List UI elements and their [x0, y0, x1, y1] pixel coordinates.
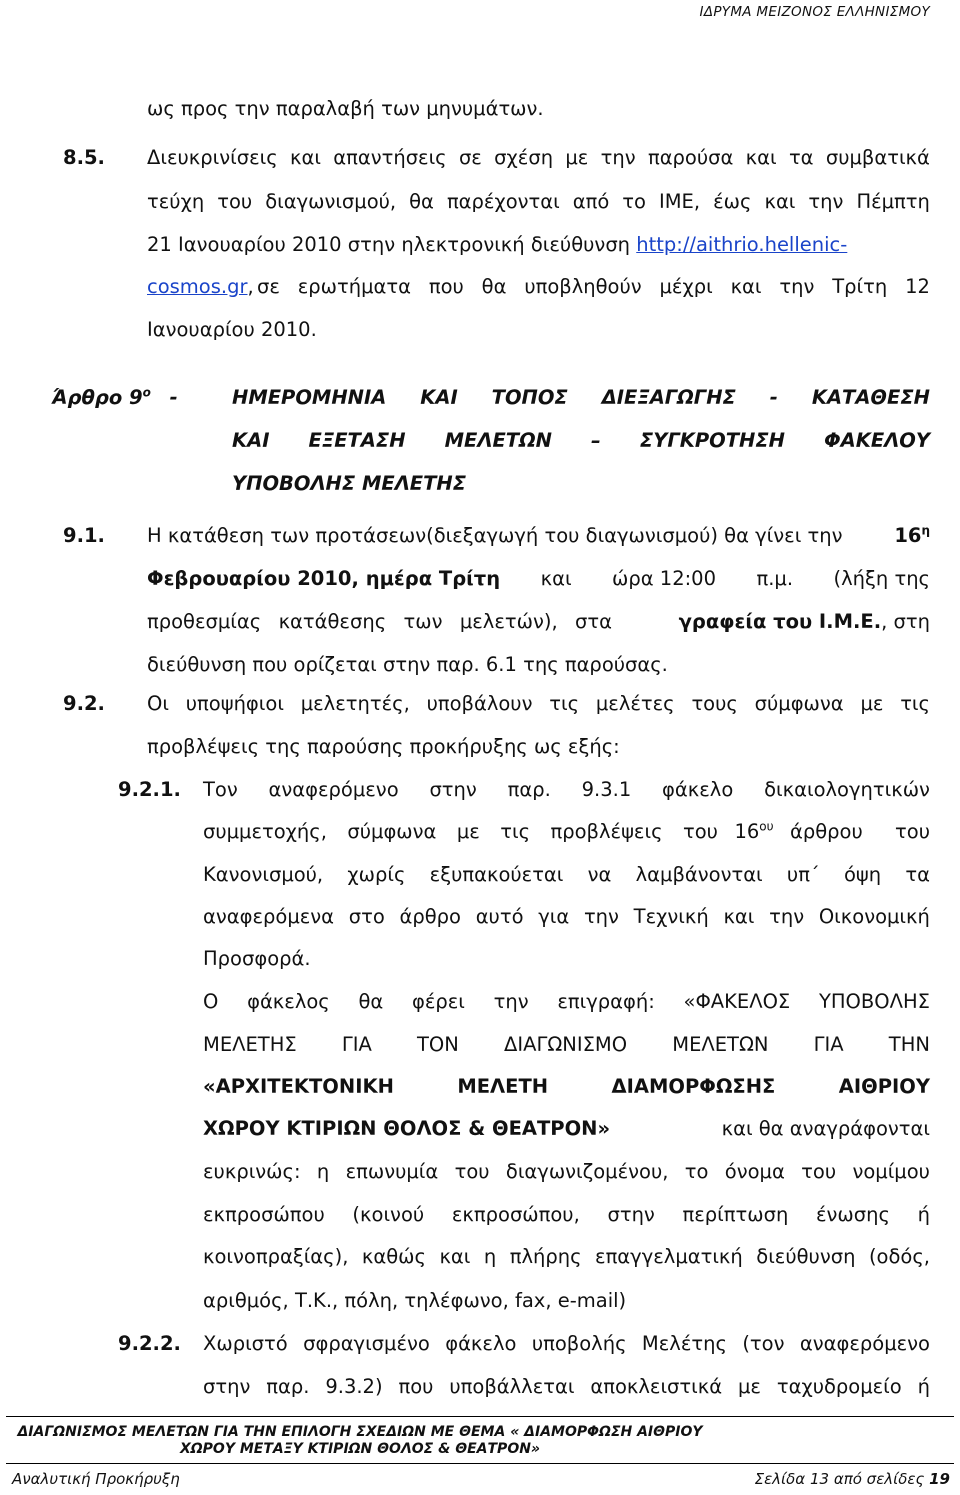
footer-title: ΧΩΡΟΥ ΜΕΤΑΞΥ ΚΤΙΡΙΩΝ ΘΟΛΟΣ & ΘΕΑΤΡΟΝ»: [179, 1441, 541, 1457]
word: μέχρι: [659, 275, 713, 298]
word: εκπροσώπου: [203, 1203, 325, 1226]
word: φάκελο: [445, 1332, 517, 1355]
word: επαγγελματική: [595, 1245, 743, 1268]
word: την: [779, 275, 815, 298]
word: Τον: [203, 778, 238, 801]
word: Κανονισμού,: [203, 863, 324, 886]
word: να: [587, 863, 612, 886]
body-line: Προσφορά.: [203, 947, 311, 970]
page-number: Σελίδα 13 από σελίδες 19: [754, 1470, 950, 1488]
word: στα: [575, 610, 612, 633]
body-line: προθεσμίας κατάθεσης των μελετών), στα γραφεία του Ι.Μ.Ε., στη: [147, 600, 930, 643]
word: και: [730, 275, 762, 298]
word: Οικονομική: [818, 905, 930, 928]
word: ΤΗΝ: [888, 1033, 930, 1056]
body-line: cosmos.gr, σε ερωτήματα που θα υποβληθούν μέχρι και την Τρίτη 12: [147, 265, 930, 308]
word: την: [808, 190, 844, 213]
word: παρούσα: [647, 146, 734, 169]
word: σχέση: [494, 146, 554, 169]
word: «ΦΑΚΕΛΟΣ: [683, 990, 791, 1013]
word: ΚΑΙ: [420, 386, 458, 409]
word: (κοινού: [352, 1203, 425, 1226]
word: με: [565, 146, 589, 169]
word: αυτό: [475, 905, 524, 928]
body-line: [203, 1365, 930, 1408]
word: ΜΕΛΕΤΩΝ: [672, 1033, 769, 1056]
word: άρθρου: [790, 820, 863, 843]
word: παρέχονται: [446, 190, 560, 213]
body-line: [203, 1235, 930, 1278]
word: συμμετοχής,: [203, 820, 327, 843]
word: κατάθεσης: [278, 610, 387, 633]
word: μελετών),: [459, 610, 558, 633]
body-words: [257, 265, 930, 308]
footer-rule: [6, 1416, 954, 1417]
body-line: Ιανουαρίου 2010.: [147, 318, 317, 341]
word: υποβάλλεται: [449, 1375, 575, 1398]
word: με: [860, 692, 884, 715]
word: ΔΙΑΓΩΝΙΣΜΟ: [504, 1033, 628, 1056]
word: ΑΙΘΡΙΟΥ: [838, 1075, 930, 1098]
article-label: Άρθρο $9^o$ -: [52, 385, 178, 409]
word: αποκλειστικά: [590, 1375, 723, 1398]
word: τεύχη: [147, 190, 205, 213]
word: ΣΥΓΚΡΟΤΗΣΗ: [639, 429, 785, 452]
word: ΙΜΕ,: [658, 190, 701, 213]
word: 9.3.1: [581, 778, 632, 801]
word: νομίμου: [852, 1160, 930, 1183]
word: τις: [549, 692, 580, 715]
word: κοινοπραξίας),: [203, 1245, 349, 1268]
word: ΔΙΑΜΟΡΦΩΣΗΣ: [611, 1075, 776, 1098]
body-line: [147, 223, 847, 266]
word: απαντήσεις: [333, 146, 447, 169]
word: και: [745, 146, 777, 169]
word: σε: [257, 275, 280, 298]
footer-doc-name: Αναλυτική Προκήρυξη: [12, 1470, 180, 1488]
body-line: [147, 136, 930, 179]
word: ΜΕΛΕΤΩΝ: [444, 429, 552, 452]
article-title: [232, 419, 930, 462]
word: με: [738, 1375, 761, 1398]
word: Τεχνική: [633, 905, 709, 928]
word: και: [723, 905, 755, 928]
word: παρ.: [507, 778, 551, 801]
word: Ο: [203, 990, 219, 1013]
word: 12: [905, 275, 930, 298]
word: ΥΠΟΒΟΛΗΣ: [818, 990, 930, 1013]
word: (οδός,: [868, 1245, 930, 1268]
word: του: [682, 820, 718, 843]
word: Πέμπτη: [856, 190, 930, 213]
word: φάκελο: [662, 778, 734, 801]
word: του: [801, 1160, 837, 1183]
body-line: διεύθυνση που ορίζεται στην παρ. 6.1 της παρούσας.: [147, 653, 668, 676]
word: ΔΙΕΞΑΓΩΓΗΣ: [601, 386, 736, 409]
word: λαμβάνονται: [635, 863, 763, 886]
body-line: ως προς την παραλαβή των μηνυμάτων.: [147, 97, 544, 120]
word: ευκρινώς:: [203, 1160, 301, 1183]
word: «ΑΡΧΙΤΕΚΤΟΝΙΚΗ: [203, 1075, 394, 1098]
word: τις: [900, 692, 930, 715]
word: 9.3.2): [325, 1375, 383, 1398]
word: τους: [691, 692, 738, 715]
word: ή: [917, 1375, 930, 1398]
word: συμβατικά: [825, 146, 930, 169]
word: υποβληθούν: [524, 275, 642, 298]
url-link[interactable]: cosmos.gr: [147, 275, 248, 298]
word: μελετητές,: [300, 692, 410, 715]
word: θα: [358, 990, 384, 1013]
word: χωρίς: [347, 863, 406, 886]
word: μελέτες: [595, 692, 675, 715]
word: περίπτωση: [682, 1203, 789, 1226]
word: με: [456, 820, 480, 843]
word: -: [769, 386, 778, 409]
word: διεύθυνση: [756, 1245, 856, 1268]
word: Χωριστό: [203, 1332, 288, 1355]
word: υποψήφιοι: [185, 692, 284, 715]
word: που: [428, 275, 464, 298]
word: ΓΙΑ: [813, 1033, 844, 1056]
word: την: [583, 905, 619, 928]
body-line: [203, 1065, 930, 1108]
word: ΚΑΤΑΘΕΣΗ: [811, 386, 930, 409]
word: την: [600, 146, 636, 169]
word: το: [684, 1160, 709, 1183]
word: Διευκρινίσεις: [147, 146, 278, 169]
body-line: [203, 768, 930, 811]
article-title: [232, 376, 930, 419]
word: και: [289, 146, 321, 169]
word: εκπροσώπου,: [451, 1203, 580, 1226]
word: θα: [409, 190, 434, 213]
body-line: συμμετοχής, σύμφωνα με τις προβλέψεις του $16^{o\upsilon}$ άρθρου του: [203, 810, 930, 853]
word: των: [403, 610, 443, 633]
word: στην: [429, 778, 477, 801]
word: Τρίτη: [832, 275, 888, 298]
body-line: Η κατάθεση των προτάσεων(διεξαγωγή του διαγωνισμού) θα γίνει την $16^\eta$: [147, 523, 930, 547]
word: αναφερόμενο: [268, 778, 399, 801]
subsection-number: 9.2.2.: [118, 1332, 181, 1355]
word: και: [764, 190, 796, 213]
word: έως: [713, 190, 752, 213]
word: πλήρης: [509, 1245, 582, 1268]
body-line: Φεβρουαρίου 2010, ημέρα Τρίτη και ώρα 12:00 π.μ. (λήξη της: [147, 567, 930, 590]
word: τα: [788, 146, 814, 169]
word: Μελέτης: [641, 1332, 727, 1355]
word: την: [493, 990, 529, 1013]
word: διαγωνιζομένου,: [505, 1160, 669, 1183]
word: ερωτήματα: [297, 275, 411, 298]
word: Οι: [147, 692, 169, 715]
article-title: ΥΠΟΒΟΛΗΣ ΜΕΛΕΤΗΣ: [232, 472, 467, 495]
word: σύμφωνα: [347, 820, 437, 843]
word: τις: [500, 820, 531, 843]
word: όψη: [843, 863, 882, 886]
word: σφραγισμένο: [303, 1332, 430, 1355]
word: ΚΑΙ: [232, 429, 270, 452]
word: παρ.: [266, 1375, 310, 1398]
word: επιγραφή:: [557, 990, 655, 1013]
section-number: 9.2.: [63, 692, 105, 715]
word: ΦΑΚΕΛΟΥ: [824, 429, 930, 452]
word: φέρει: [411, 990, 465, 1013]
word: προβλέψεις: [550, 820, 663, 843]
word: υποβάλουν: [426, 692, 533, 715]
word: (τον: [742, 1332, 785, 1355]
word: του: [454, 1160, 490, 1183]
word: αναφερόμενο: [799, 1332, 930, 1355]
body-line: αριθμός, Τ.Κ., πόλη, τηλέφωνο, fax, e-mail): [203, 1289, 627, 1312]
word: σε: [458, 146, 482, 169]
word: του: [217, 190, 253, 213]
word: σύμφωνα: [754, 692, 844, 715]
word: ΜΕΛΕΤΗ: [457, 1075, 549, 1098]
word: την: [769, 905, 805, 928]
body-line: ΧΩΡΟΥ ΚΤΙΡΙΩΝ ΘΟΛΟΣ & ΘΕΑΤΡΟΝ» και θα αναγράφονται: [203, 1117, 930, 1140]
word: ΤΟΠΟΣ: [491, 386, 568, 409]
body-line: [203, 1150, 930, 1193]
word: το: [622, 190, 646, 213]
footer-rule: [6, 1463, 954, 1464]
body-line: [203, 1193, 930, 1236]
word: ΗΜΕΡΟΜΗΝΙΑ: [232, 386, 387, 409]
word: η: [316, 1160, 330, 1183]
body-line: προβλέψεις της παρούσης προκήρυξης ως εξής:: [147, 735, 620, 758]
word: στην: [203, 1375, 251, 1398]
word: φάκελος: [247, 990, 330, 1013]
word: καθώς: [361, 1245, 426, 1268]
word: ΤΟΝ: [417, 1033, 459, 1056]
word: άρθρο: [399, 905, 461, 928]
word: ένωσης: [816, 1203, 890, 1226]
running-header: ΙΔΡΥΜΑ ΜΕΙΖΟΝΟΣ ΕΛΛΗΝΙΣΜΟΥ: [699, 4, 930, 20]
word: ΕΞΕΤΑΣΗ: [308, 429, 406, 452]
word: δικαιολογητικών: [764, 778, 930, 801]
word: ή: [917, 1203, 930, 1226]
word: τα: [905, 863, 930, 886]
footer-title: ΔΙΑΓΩΝΙΣΜΟΣ ΜΕΛΕΤΩΝ ΓΙΑ ΤΗΝ ΕΠΙΛΟΓΗ ΣΧΕΔΙΩΝ ΜΕ ΘΕΜΑ « ΔΙΑΜΟΡΦΩΣΗ ΑΙΘΡΙΟΥ: [17, 1424, 703, 1440]
subsection-number: 9.2.1.: [118, 778, 181, 801]
word: διαγωνισμού,: [265, 190, 397, 213]
body-line: [203, 1023, 930, 1066]
url-link[interactable]: http://aithrio.hellenic-: [636, 233, 848, 256]
word: υπ΄: [786, 863, 820, 886]
word: από: [572, 190, 610, 213]
word: στην: [607, 1203, 655, 1226]
word: αναφερόμενα: [203, 905, 335, 928]
body-line: [203, 980, 930, 1023]
section-number: 8.5.: [63, 146, 105, 169]
section-number: 9.1.: [63, 524, 105, 547]
word: η: [483, 1245, 497, 1268]
word: στο: [348, 905, 385, 928]
word: υποβολής: [531, 1332, 627, 1355]
word: ΓΙΑ: [341, 1033, 372, 1056]
word: για: [538, 905, 570, 928]
word: –: [591, 429, 601, 452]
body-line: [203, 853, 930, 896]
word: και: [439, 1245, 471, 1268]
body-line: [203, 895, 930, 938]
body-text: 21 Ιανουαρίου 2010 στην ηλεκτρονική διεύθυνση: [147, 233, 631, 256]
word: θα: [481, 275, 507, 298]
word: ταχυδρομείο: [776, 1375, 902, 1398]
word: όνομα: [724, 1160, 785, 1183]
word: του: [895, 820, 930, 843]
word: επωνυμία: [345, 1160, 439, 1183]
body-line: [147, 682, 930, 725]
body-line: [147, 180, 930, 223]
word: εξυπακούεται: [429, 863, 564, 886]
body-line: [203, 1322, 930, 1365]
word: προθεσμίας: [147, 610, 262, 633]
word: ΜΕΛΕΤΗΣ: [203, 1033, 297, 1056]
word: που: [398, 1375, 434, 1398]
